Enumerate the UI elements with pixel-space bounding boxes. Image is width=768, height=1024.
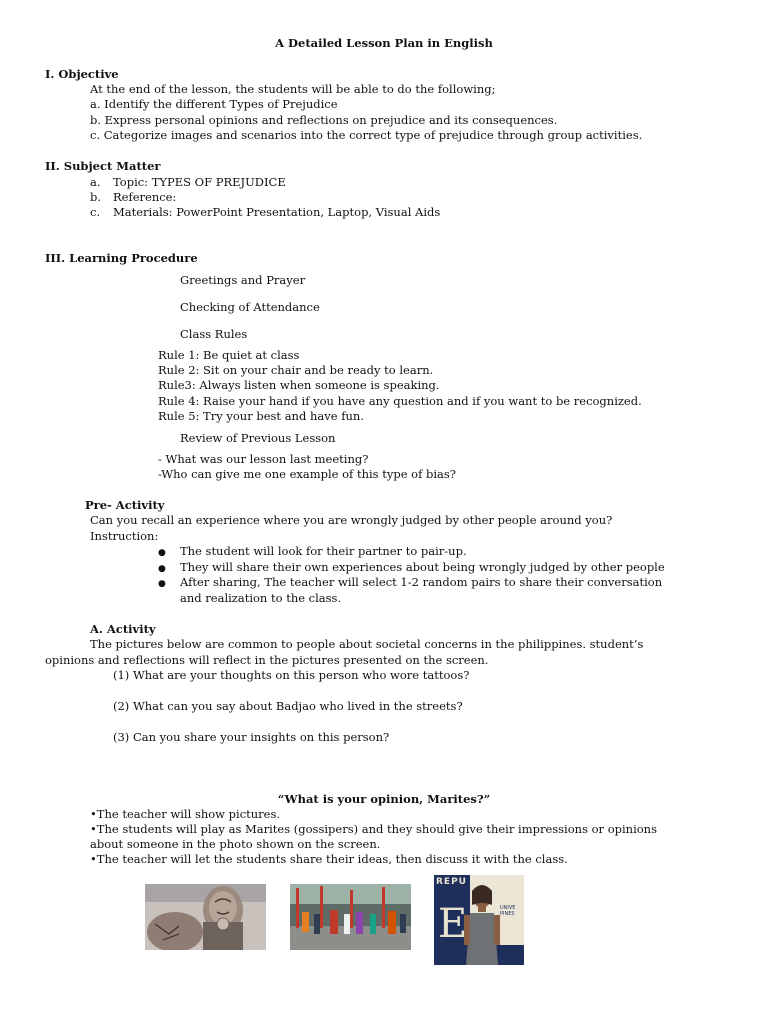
rule-4: Rule 4: Raise your hand if you have any question and if you want to be recognized. xyxy=(158,394,642,408)
pre-activity-bullet-1 xyxy=(158,546,467,558)
activity-paragraph-line-1: The pictures below are common to people about societal concerns in the philippines. student’s xyxy=(90,637,644,651)
subject-matter-item-c: Materials: PowerPoint Presentation, Laptop, Visual Aids xyxy=(113,205,441,219)
photo-backdrop-text: REPU xyxy=(436,877,467,887)
activity-paragraph-line-2: opinions and reflections will reflect in the pictures presented on the screen. xyxy=(45,653,489,667)
step-review xyxy=(158,433,335,445)
objective-item-b: b. Express personal opinions and reflections on prejudice and its consequences. xyxy=(90,113,558,127)
rule-1: Rule 1: Be quiet at class xyxy=(158,348,300,362)
subject-matter-item-a: Topic: TYPES OF PREJUDICE xyxy=(113,175,286,189)
step-class-rules-label: Class Rules xyxy=(180,327,248,341)
pre-activity-bullet-2 xyxy=(158,562,665,574)
activity-question-2: (2) What can you say about Badjao who lived in the streets? xyxy=(113,699,463,713)
step-attendance-label: Checking of Attendance xyxy=(180,300,320,314)
activity-heading: A. Activity xyxy=(90,622,156,636)
pre-activity-bullet-2-text: They will share their own experiences about being wrongly judged by other people xyxy=(180,560,665,574)
marites-line-2: •The students will play as Marites (gossipers) and they should give their impressions or opinions xyxy=(90,822,657,836)
street-crowd-photo xyxy=(290,884,411,950)
pre-activity-heading: Pre- Activity xyxy=(85,498,165,512)
step-review-label: Review of Previous Lesson xyxy=(180,431,336,445)
person-at-event-photo xyxy=(434,875,524,965)
activity-question-1: (1) What are your thoughts on this person who wore tattoos? xyxy=(113,668,470,682)
subject-matter-item-a-marker: a. xyxy=(90,175,101,189)
marites-line-3: about someone in the photo shown on the screen. xyxy=(90,837,381,851)
review-question-2: -Who can give me one example of this type of bias? xyxy=(158,467,456,481)
objective-intro: At the end of the lesson, the students will be able to do the following; xyxy=(90,82,496,96)
step-class-rules xyxy=(158,329,247,341)
subject-matter-heading: II. Subject Matter xyxy=(45,159,161,173)
subject-matter-item-c-marker: c. xyxy=(90,205,101,219)
step-greetings xyxy=(158,275,305,287)
objective-item-a: a. Identify the different Types of Prejudice xyxy=(90,97,338,111)
pre-activity-bullet-3-text: After sharing, The teacher will select 1-2 random pairs to share their conversation xyxy=(180,575,663,589)
step-attendance xyxy=(158,302,320,314)
marites-heading: “What is your opinion, Marites?” xyxy=(277,792,491,806)
learning-procedure-heading: III. Learning Procedure xyxy=(45,251,198,265)
bullet-icon: ● xyxy=(158,564,166,574)
rule-5: Rule 5: Try your best and have fun. xyxy=(158,409,364,423)
bullet-icon: ● xyxy=(158,579,166,589)
tattooed-person-photo xyxy=(145,884,266,950)
rule-3: Rule3: Always listen when someone is speaking. xyxy=(158,378,440,392)
pre-activity-question: Can you recall an experience where you are wrongly judged by other people around you? xyxy=(90,513,613,527)
photo-backdrop-letter: E xyxy=(438,901,468,947)
subject-matter-item-b-marker: b. xyxy=(90,190,102,204)
objective-heading: I. Objective xyxy=(45,67,119,81)
photo-backdrop-side-text: UNIVE PINES xyxy=(500,905,516,917)
marites-line-4: •The teacher will let the students share their ideas, then discuss it with the class. xyxy=(90,852,568,866)
pre-activity-instruction-label: Instruction: xyxy=(90,529,159,543)
page-title: A Detailed Lesson Plan in English xyxy=(275,36,493,50)
review-question-1: - What was our lesson last meeting? xyxy=(158,452,369,466)
rule-2: Rule 2: Sit on your chair and be ready to learn. xyxy=(158,363,434,377)
pre-activity-bullet-3 xyxy=(158,577,662,589)
pre-activity-bullet-1-text: The student will look for their partner to pair-up. xyxy=(180,544,467,558)
objective-item-c: c. Categorize images and scenarios into the correct type of prejudice through group activities. xyxy=(90,128,643,142)
activity-question-3: (3) Can you share your insights on this person? xyxy=(113,730,390,744)
bullet-icon: ● xyxy=(158,548,166,558)
marites-line-1: •The teacher will show pictures. xyxy=(90,807,281,821)
pre-activity-bullet-3-cont: and realization to the class. xyxy=(180,591,342,605)
step-greetings-label: Greetings and Prayer xyxy=(180,273,306,287)
subject-matter-item-b: Reference: xyxy=(113,190,177,204)
